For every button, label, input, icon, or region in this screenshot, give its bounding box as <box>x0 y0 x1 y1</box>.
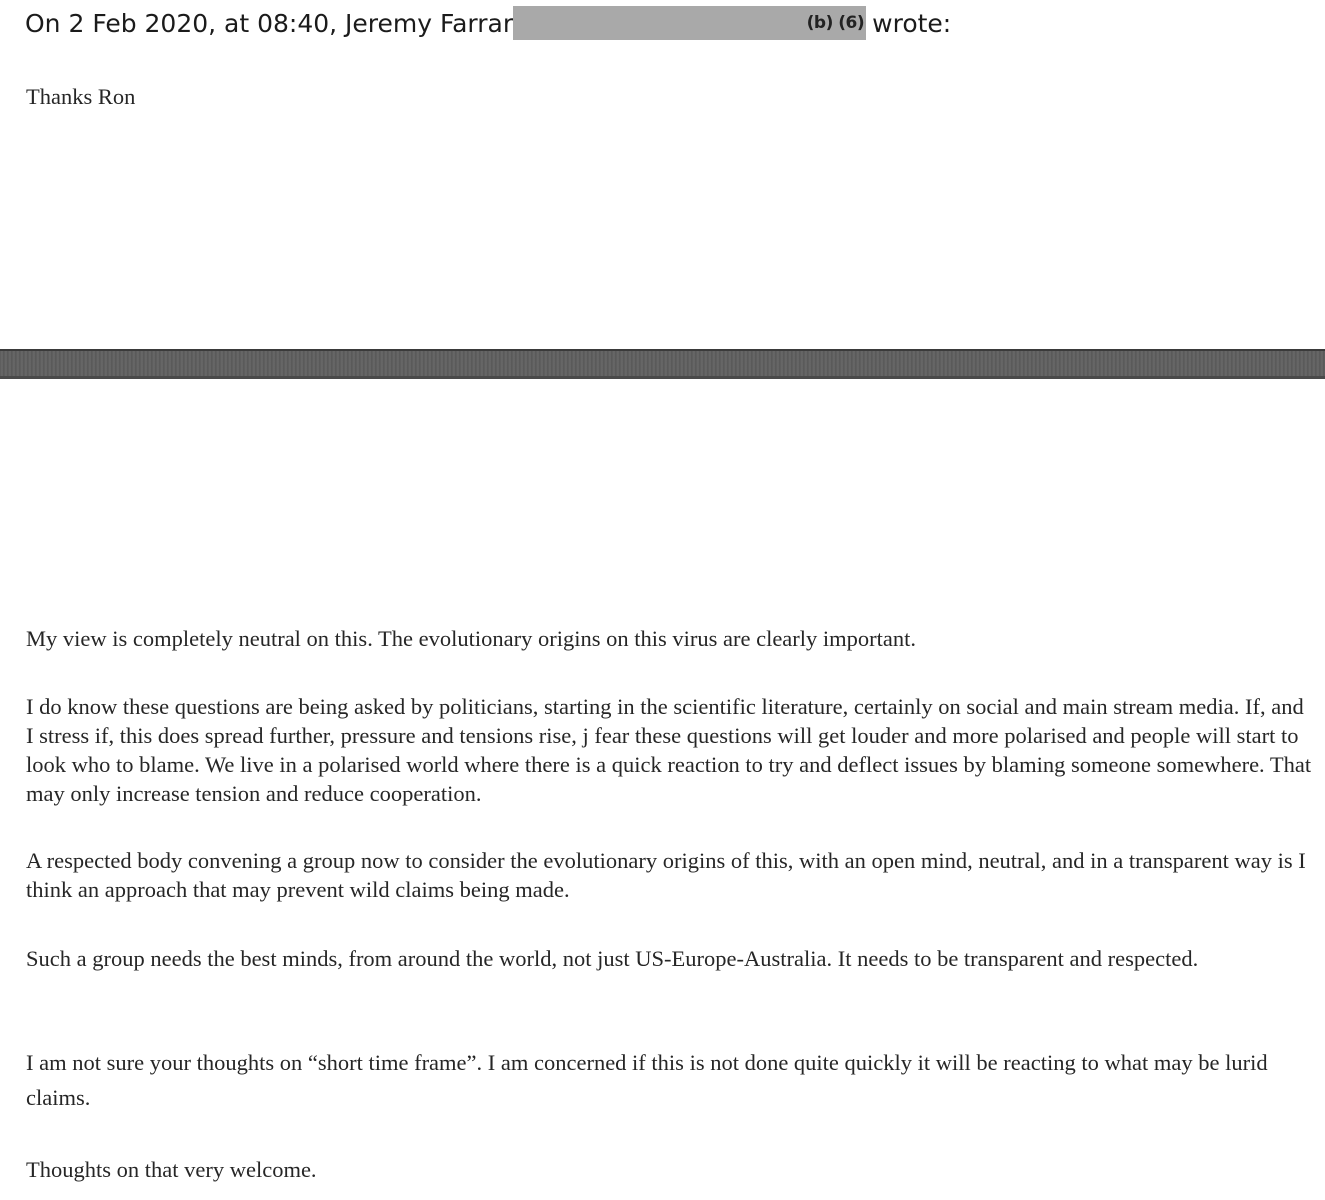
header-sender-line: On 2 Feb 2020, at 08:40, Jeremy Farrar <box>25 8 514 38</box>
body-paragraph-3: A respected body convening a group now to consider the evolutionary origins of this, with an open mind, neutral, and in a transparent way is I think an approach that may prevent wild claims being made. <box>26 848 1306 902</box>
body-paragraph-6: Thoughts on that very welcome. <box>26 1157 317 1182</box>
redaction-block <box>513 6 866 40</box>
body-paragraph-2: I do know these questions are being asked by politicians, starting in the scientific literature, certainly on social and main stream media. If, and I stress if, this does spread further, pressure and tensions rise, j fear these questions will get louder and more polarised and people will start to look who to blame. We live in a polarised world where there is a quick reaction to try and deflect issues by blaming someone somewhere. That may only increase tension and reduce cooperation. <box>26 694 1312 806</box>
body-paragraph-4: Such a group needs the best minds, from around the world, not just US-Europe-Australia. It needs to be transparent and respected. <box>26 946 1199 971</box>
page-divider <box>0 349 1325 379</box>
body-paragraph-1: My view is completely neutral on this. The evolutionary origins on this virus are clearly important. <box>26 626 917 651</box>
header-wrote: wrote: <box>872 8 952 38</box>
greeting: Thanks Ron <box>26 84 136 109</box>
email-header <box>25 6 951 40</box>
redaction-code: (b) (6) <box>806 13 865 33</box>
body-paragraph-5: I am not sure your thoughts on “short time frame”. I am concerned if this is not done quite quickly it will be reacting to what may be lurid claims. <box>26 1050 1268 1110</box>
